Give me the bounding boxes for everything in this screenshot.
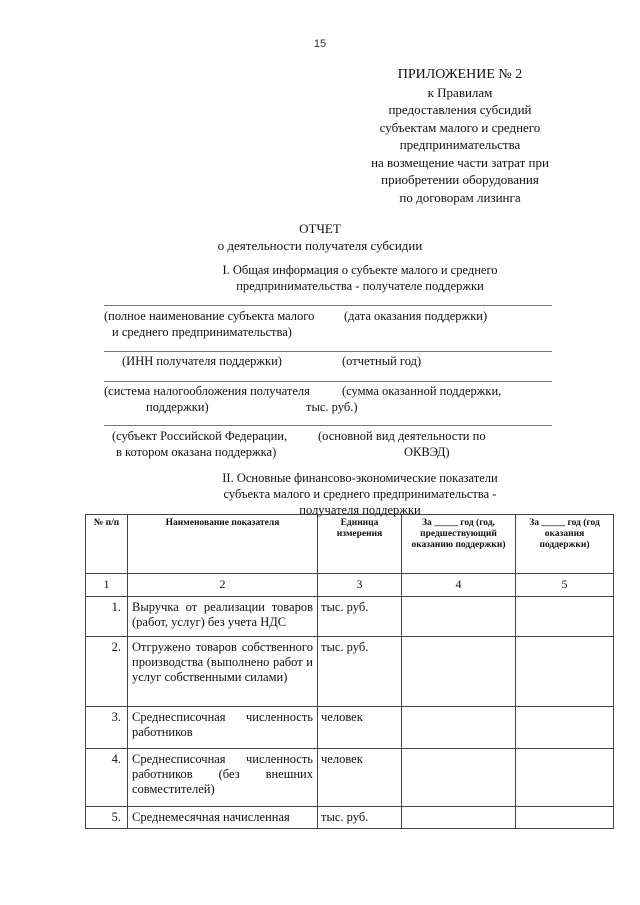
section2-heading-line: II. Основные финансово-экономические показатели (222, 471, 498, 485)
column-number-row (86, 574, 614, 597)
appendix-line: предпринимательства (399, 137, 521, 152)
header-support-year: За _____ год (год оказания поддержки) (516, 515, 614, 574)
section1-heading-line: I. Общая информация о субъекте малого и среднего (222, 263, 498, 277)
caption-tax-system: (система налогообложения получателя (104, 384, 310, 398)
row-cur-value[interactable] (516, 749, 614, 807)
appendix-line: к Правилам (427, 84, 493, 100)
report-heading (0, 220, 640, 254)
appendix-line: на возмещение части затрат при (371, 154, 549, 170)
row-name: Среднемесячная начисленная (128, 807, 318, 829)
section1-heading (150, 262, 570, 294)
appendix-title: ПРИЛОЖЕНИЕ № 2 (397, 67, 523, 82)
caption-region: в котором оказана поддержка) (116, 445, 277, 459)
caption-okved: (основной вид деятельности по (318, 429, 486, 443)
caption-region: (субъект Российской Федерации, (112, 429, 288, 443)
row-name: Отгружено товаров собственного производства (выполнено работ и услуг собственными силами) (128, 637, 318, 707)
section2-heading (160, 470, 560, 518)
row-cur-value[interactable] (516, 707, 614, 749)
fill-line-tax-sum[interactable] (104, 381, 552, 382)
header-name: Наименование показателя (128, 515, 318, 574)
table-header-row (86, 515, 614, 574)
row-cur-value[interactable] (516, 807, 614, 829)
header-prev-year: За _____ год (год, предшествующий оказанию поддержки) (402, 515, 516, 574)
row-unit: тыс. руб. (318, 807, 402, 829)
row-num: 2. (86, 637, 128, 707)
row-name: Среднесписочная численность работников (без внешних совместителей) (128, 749, 318, 807)
section1-heading-line: предпринимательства - получателе поддержки (236, 279, 484, 293)
caption-support-sum: (сумма оказанной поддержки, (342, 384, 502, 398)
report-title: ОТЧЕТ (299, 221, 341, 236)
caption-tax-system: поддержки) (146, 400, 209, 414)
fill-line-inn-year[interactable] (104, 351, 552, 352)
row-num: 5. (86, 807, 128, 829)
caption-full-name: (полное наименование субъекта малого (104, 309, 315, 323)
table-row (86, 637, 614, 707)
row-unit: человек (318, 707, 402, 749)
row-name: Выручка от реализации товаров (работ, услуг) без учета НДС (128, 597, 318, 637)
fill-line-name-date[interactable] (104, 305, 552, 306)
caption-support-date: (дата оказания поддержки) (344, 309, 488, 323)
column-number: 5 (516, 574, 614, 597)
caption-okved: ОКВЭД) (404, 445, 450, 459)
column-number: 1 (86, 574, 128, 597)
caption-support-sum: тыс. руб.) (306, 400, 358, 414)
caption-report-year: (отчетный год) (342, 354, 422, 368)
row-num: 3. (86, 707, 128, 749)
appendix-line: предоставления субсидий (388, 102, 532, 117)
indicators-table (85, 514, 614, 829)
appendix-header (340, 66, 580, 206)
table-row (86, 707, 614, 749)
row-num: 1. (86, 597, 128, 637)
column-number: 4 (402, 574, 516, 597)
appendix-line: субъектам малого и среднего (379, 119, 541, 135)
appendix-line: приобретении оборудования (381, 172, 539, 187)
table-row (86, 597, 614, 637)
header-unit: Единица измерения (318, 515, 402, 574)
caption-inn: (ИНН получателя поддержки) (122, 354, 282, 368)
row-prev-value[interactable] (402, 707, 516, 749)
row-prev-value[interactable] (402, 637, 516, 707)
row-prev-value[interactable] (402, 807, 516, 829)
fill-line-region-okved[interactable] (104, 425, 552, 426)
row-cur-value[interactable] (516, 637, 614, 707)
section2-heading-line: получателя поддержки (299, 503, 421, 517)
row-unit: тыс. руб. (318, 637, 402, 707)
row-num: 4. (86, 749, 128, 807)
table-row (86, 807, 614, 829)
section2-heading-line: субъекта малого и среднего предпринимательства - (223, 487, 497, 501)
table-row (86, 749, 614, 807)
appendix-line: по договорам лизинга (399, 189, 521, 205)
row-prev-value[interactable] (402, 749, 516, 807)
header-num: № п/п (86, 515, 128, 574)
page-number: 15 (313, 38, 327, 50)
row-unit: тыс. руб. (318, 597, 402, 637)
column-number: 2 (128, 574, 318, 597)
report-subtitle: о деятельности получателя субсидии (217, 238, 423, 253)
column-number: 3 (318, 574, 402, 597)
caption-full-name: и среднего предпринимательства) (112, 325, 292, 339)
row-name: Среднесписочная численность работников (128, 707, 318, 749)
row-prev-value[interactable] (402, 597, 516, 637)
row-unit: человек (318, 749, 402, 807)
row-cur-value[interactable] (516, 597, 614, 637)
